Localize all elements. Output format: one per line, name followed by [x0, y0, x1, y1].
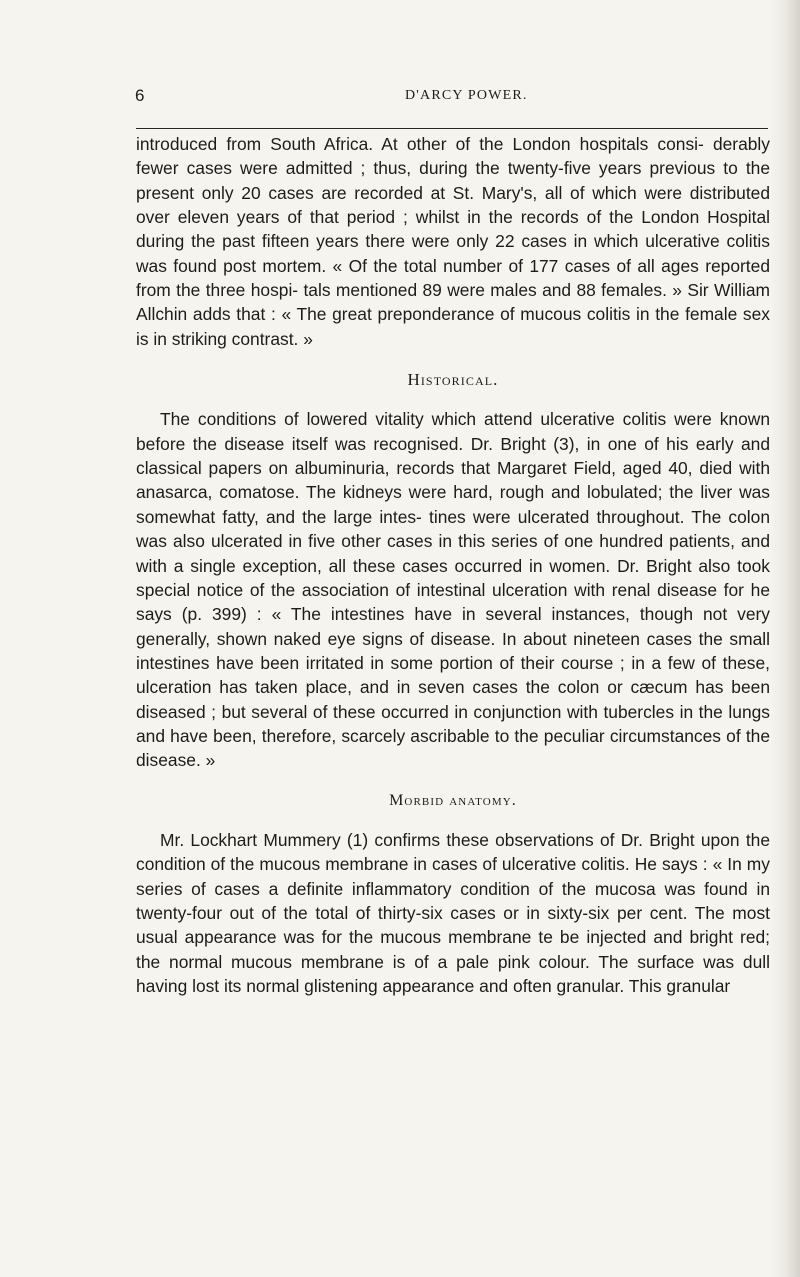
paragraph-historical: The conditions of lowered vitality which attend ulcerative colitis were known before the disease itself was recognised. Dr. Bright (3), in one of his early and classical papers on albuminuria, records that Margaret Field, aged 40, died with anasarca, comatose. The kidneys were hard, rough and lobulated; the liver was somewhat fatty, and the large intes- tines were ulcerated throughout. The colon was also ulcerated in five other cases in this series of one hundred patients, and with a single exception, all these cases occurred in women. Dr. Bright also took special notice of the association of intestinal ulceration with renal disease for he says (p. 399) : « The intestines have in several instances, though not very generally, shown naked eye signs of disease. In about nineteen cases the small intestines have been irritated in some portion of their course ; in a few of these, ulceration has taken place, and in seven cases the colon or cæcum has been diseased ; but several of these occurred in conjunction with tubercles in the lungs and have been, therefore, scarcely ascribable to the peculiar circumstances of the disease. » [136, 409, 770, 771]
running-head [135, 86, 735, 108]
section-heading-morbid-anatomy: Morbid anatomy. [389, 791, 517, 809]
page-number: 6 [135, 86, 145, 105]
paragraph-morbid-anatomy: Mr. Lockhart Mummery (1) confirms these observations of Dr. Bright upon the condition of the mucous membrane in cases of ulcerative colitis. He says : « In my series of cases a definite inflammatory condition of the mucosa was found in twenty-four out of the total of thirty-six cases or in sixty-six per cent. The most usual appearance was for the mucous membrane te be injected and bright red; the normal mucous membrane is of a pale pink colour. The surface was dull having lost its normal glistening appearance and often granular. This granular [136, 829, 770, 996]
paragraph-intro: introduced from South Africa. At other of the London hospitals consi- derably fewer cases were admitted ; thus, during the twenty-five years previous to the present only 20 cases are recorded at St. Mary's, all of which were distributed over eleven years of that period ; whilst in the records of the London Hospital during the past fifteen years there were only 22 cases in which ulcerative colitis was found post mortem. « Of the total number of 177 cases of all ages reported from the three hospi- tals mentioned 89 were males and 88 females. » Sir William Allchin adds that : « The great preponderance of mucous colitis in the female sex is in striking contrast. » [136, 134, 770, 349]
running-head-author: D'ARCY POWER. [405, 88, 528, 103]
section-heading-historical: Historical. [407, 370, 499, 390]
body-text [136, 132, 770, 998]
header-rule [136, 128, 768, 129]
